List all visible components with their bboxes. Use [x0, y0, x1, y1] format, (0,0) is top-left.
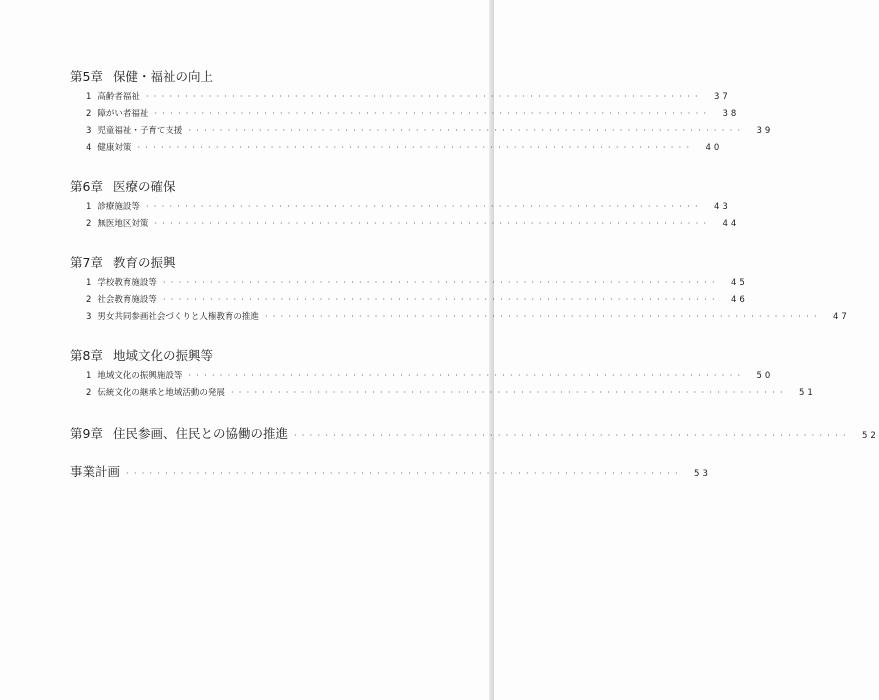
chapter-heading[interactable] — [70, 254, 420, 272]
entry-number: 2 — [86, 109, 92, 119]
toc-entry[interactable] — [70, 215, 740, 232]
toc-entry[interactable] — [70, 291, 748, 308]
dot-leader: ······································································· — [126, 469, 683, 478]
chapter-title: 地域文化の振興等 — [112, 348, 213, 363]
dot-leader: ······································································· — [264, 312, 822, 321]
entry-number: 2 — [86, 219, 92, 229]
chapter-title: 医療の確保 — [112, 179, 176, 194]
toc-entry[interactable] — [70, 122, 774, 139]
entry-title: 男女共同参画社会づくりと人権教育の推進 — [97, 312, 259, 322]
table-of-contents — [70, 68, 879, 499]
dot-leader: ······································································· — [188, 371, 746, 380]
entry-number: 4 — [86, 143, 92, 153]
entry-title: 障がい者福祉 — [97, 109, 149, 119]
dot-leader: ······································································· — [188, 126, 746, 135]
entry-number: 1 — [86, 202, 92, 212]
entry-page: 40 — [705, 143, 723, 153]
entry-page: 43 — [713, 202, 731, 212]
dot-leader: ······································································· — [230, 388, 788, 397]
chapter-title: 住民参画、住民との協働の推進 — [112, 426, 288, 441]
dot-leader: ······································································· — [162, 278, 720, 287]
entry-number: 1 — [86, 92, 92, 102]
chapter-heading[interactable] — [70, 347, 420, 365]
dot-leader: ······································································· — [137, 143, 695, 152]
entry-page: 50 — [756, 371, 774, 381]
chapter-heading[interactable] — [70, 68, 420, 86]
project-plan[interactable] — [70, 461, 711, 483]
toc-entry[interactable] — [70, 384, 816, 401]
chapter-7 — [70, 254, 850, 325]
entry-title: 高齢者福祉 — [97, 92, 140, 102]
chapter-number: 第7章 — [70, 255, 103, 270]
chapter-6 — [70, 178, 740, 232]
chapter-number: 第6章 — [70, 179, 103, 194]
entry-page: 52 — [862, 431, 879, 441]
entry-page: 46 — [730, 295, 748, 305]
entry-page: 38 — [722, 109, 740, 119]
toc-entry[interactable] — [70, 367, 774, 384]
dot-leader: ······································································· — [145, 92, 703, 101]
chapter-5 — [70, 68, 774, 156]
entry-number: 1 — [86, 278, 92, 288]
entry-page: 39 — [756, 126, 774, 136]
entry-number: 3 — [86, 126, 92, 136]
chapter-heading[interactable] — [70, 178, 420, 196]
chapter-9[interactable] — [70, 423, 879, 445]
toc-entry[interactable] — [70, 308, 850, 325]
entry-title: 社会教育施設等 — [97, 295, 157, 305]
entry-title: 児童福祉・子育て支援 — [97, 126, 183, 136]
dot-leader: ······································································· — [154, 219, 712, 228]
chapter-8 — [70, 347, 816, 401]
dot-leader: ······································································· — [154, 109, 712, 118]
toc-entry[interactable] — [70, 88, 731, 105]
toc-entry[interactable] — [70, 198, 731, 215]
chapter-title: 教育の振興 — [112, 255, 176, 270]
toc-entry[interactable] — [70, 139, 723, 156]
entry-title: 伝統文化の継承と地域活動の発展 — [97, 388, 225, 398]
entry-page: 51 — [798, 388, 816, 398]
entry-title: 学校教育施設等 — [97, 278, 157, 288]
dot-leader: ······································································· — [162, 295, 720, 304]
entry-number: 2 — [86, 388, 92, 398]
entry-page: 45 — [730, 278, 748, 288]
chapter-number: 第5章 — [70, 69, 103, 84]
entry-page: 53 — [694, 469, 711, 479]
entry-title: 健康対策 — [97, 143, 132, 153]
chapter-number: 第9章 — [70, 426, 103, 441]
entry-page: 37 — [713, 92, 731, 102]
chapter-number: 第8章 — [70, 348, 103, 363]
section-title: 事業計画 — [70, 464, 121, 479]
toc-entry[interactable] — [70, 274, 748, 291]
dot-leader: ······································································· — [145, 202, 703, 211]
entry-number: 2 — [86, 295, 92, 305]
entry-number: 1 — [86, 371, 92, 381]
entry-title: 地域文化の振興施設等 — [97, 371, 183, 381]
chapter-title: 保健・福祉の向上 — [112, 69, 213, 84]
toc-entry[interactable] — [70, 105, 740, 122]
entry-number: 3 — [86, 312, 92, 322]
entry-title: 診療施設等 — [97, 202, 140, 212]
entry-page: 44 — [722, 219, 740, 229]
entry-title: 無医地区対策 — [97, 219, 149, 229]
dot-leader: ······································································· — [293, 431, 851, 440]
entry-page: 47 — [832, 312, 850, 322]
